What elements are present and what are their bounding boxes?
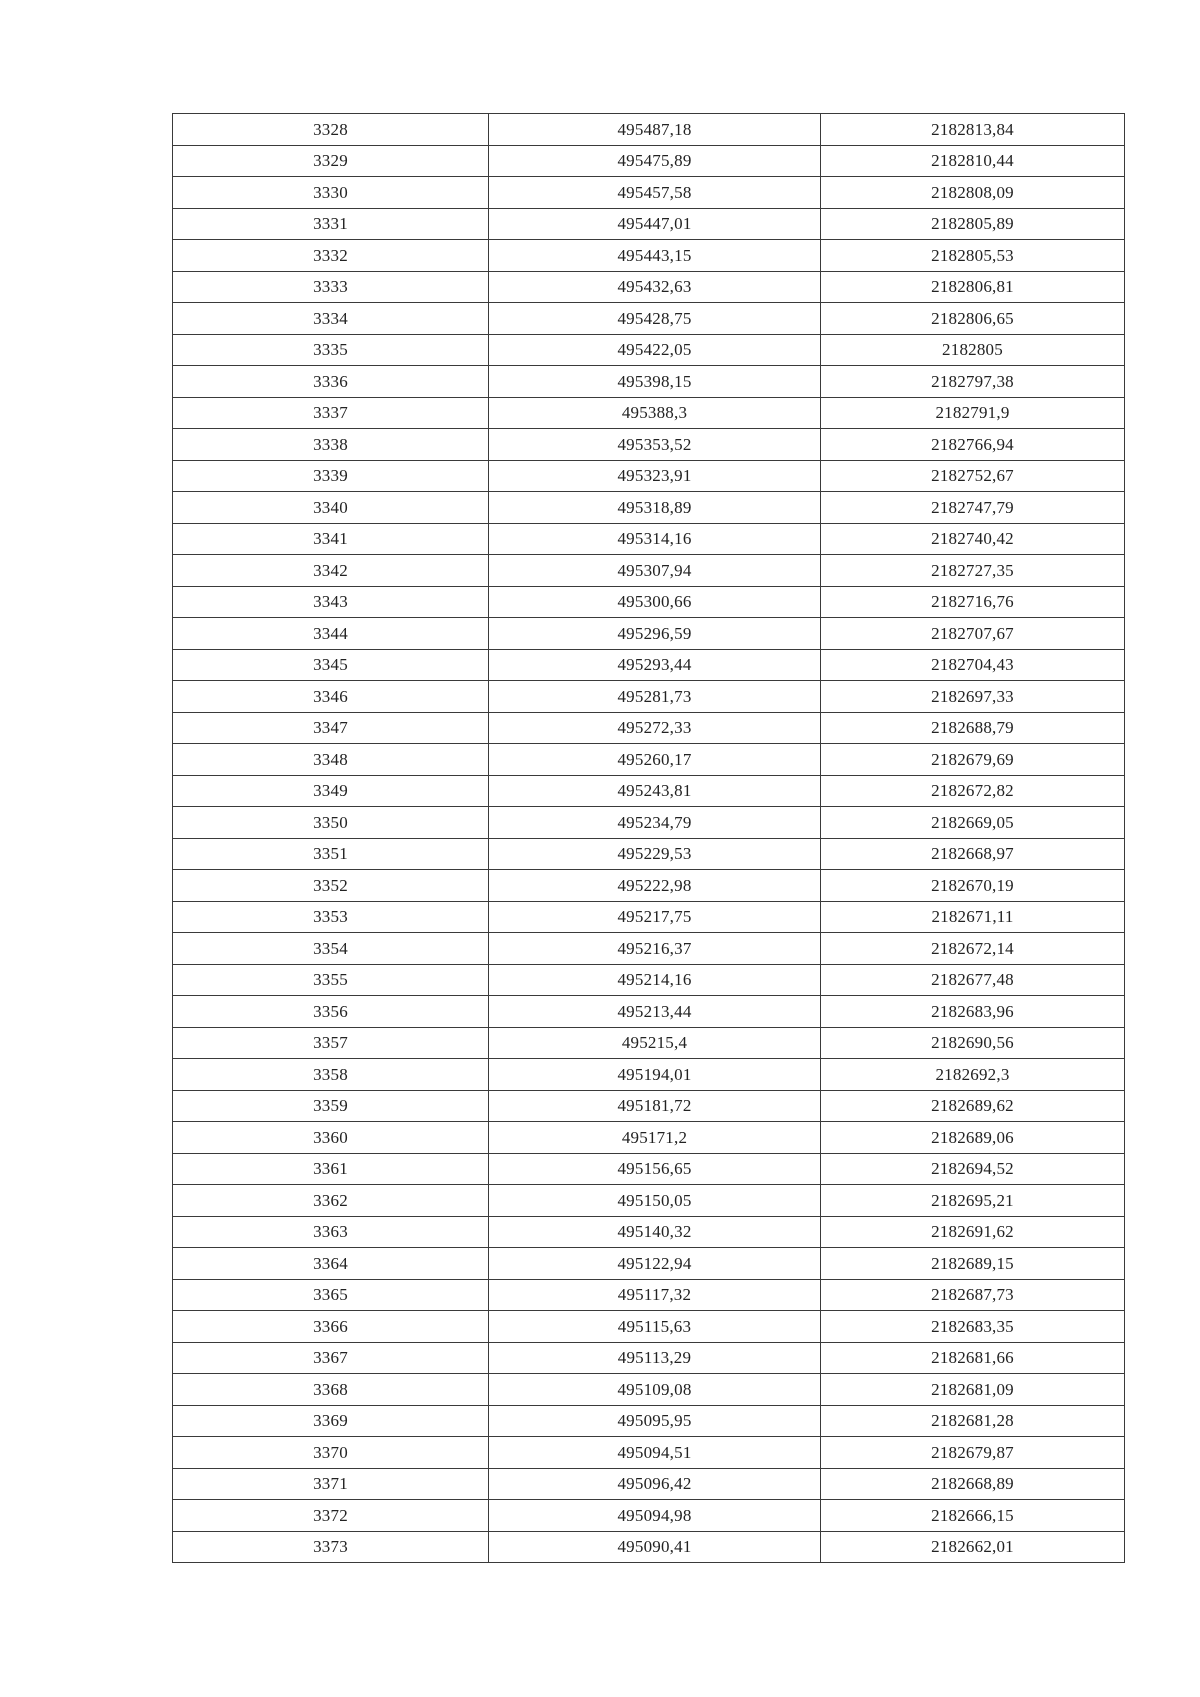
table-row [173, 1027, 1125, 1059]
point-number-cell: 3328 [173, 114, 489, 146]
point-number-cell: 3336 [173, 366, 489, 398]
point-number-cell: 3337 [173, 397, 489, 429]
y-coordinate-cell: 2182679,87 [821, 1437, 1125, 1469]
point-number-cell: 3351 [173, 838, 489, 870]
table-row [173, 145, 1125, 177]
x-coordinate-cell: 495272,33 [489, 712, 821, 744]
table-row [173, 1059, 1125, 1091]
point-number-cell: 3372 [173, 1500, 489, 1532]
point-number-cell: 3366 [173, 1311, 489, 1343]
table-row [173, 1500, 1125, 1532]
point-number-cell: 3331 [173, 208, 489, 240]
table-row [173, 397, 1125, 429]
y-coordinate-cell: 2182671,11 [821, 901, 1125, 933]
x-coordinate-cell: 495090,41 [489, 1531, 821, 1563]
table-row [173, 1468, 1125, 1500]
table-row [173, 964, 1125, 996]
table-row [173, 523, 1125, 555]
x-coordinate-cell: 495447,01 [489, 208, 821, 240]
table-row [173, 1185, 1125, 1217]
point-number-cell: 3350 [173, 807, 489, 839]
table-row [173, 1279, 1125, 1311]
y-coordinate-cell: 2182690,56 [821, 1027, 1125, 1059]
x-coordinate-cell: 495140,32 [489, 1216, 821, 1248]
point-number-cell: 3365 [173, 1279, 489, 1311]
point-number-cell: 3340 [173, 492, 489, 524]
x-coordinate-cell: 495096,42 [489, 1468, 821, 1500]
point-number-cell: 3352 [173, 870, 489, 902]
table-row [173, 838, 1125, 870]
point-number-cell: 3359 [173, 1090, 489, 1122]
coordinate-table-body [173, 114, 1125, 1563]
x-coordinate-cell: 495150,05 [489, 1185, 821, 1217]
x-coordinate-cell: 495487,18 [489, 114, 821, 146]
y-coordinate-cell: 2182727,35 [821, 555, 1125, 587]
y-coordinate-cell: 2182687,73 [821, 1279, 1125, 1311]
y-coordinate-cell: 2182808,09 [821, 177, 1125, 209]
y-coordinate-cell: 2182677,48 [821, 964, 1125, 996]
point-number-cell: 3333 [173, 271, 489, 303]
y-coordinate-cell: 2182691,62 [821, 1216, 1125, 1248]
table-row [173, 649, 1125, 681]
x-coordinate-cell: 495215,4 [489, 1027, 821, 1059]
x-coordinate-cell: 495443,15 [489, 240, 821, 272]
point-number-cell: 3370 [173, 1437, 489, 1469]
point-number-cell: 3367 [173, 1342, 489, 1374]
point-number-cell: 3354 [173, 933, 489, 965]
table-row [173, 555, 1125, 587]
x-coordinate-cell: 495307,94 [489, 555, 821, 587]
x-coordinate-cell: 495318,89 [489, 492, 821, 524]
y-coordinate-cell: 2182672,82 [821, 775, 1125, 807]
table-row [173, 1342, 1125, 1374]
point-number-cell: 3357 [173, 1027, 489, 1059]
point-number-cell: 3344 [173, 618, 489, 650]
table-row [173, 460, 1125, 492]
point-number-cell: 3362 [173, 1185, 489, 1217]
x-coordinate-cell: 495243,81 [489, 775, 821, 807]
table-row [173, 712, 1125, 744]
y-coordinate-cell: 2182791,9 [821, 397, 1125, 429]
x-coordinate-cell: 495113,29 [489, 1342, 821, 1374]
table-row [173, 429, 1125, 461]
table-row [173, 901, 1125, 933]
y-coordinate-cell: 2182805 [821, 334, 1125, 366]
y-coordinate-cell: 2182689,15 [821, 1248, 1125, 1280]
point-number-cell: 3347 [173, 712, 489, 744]
table-row [173, 1153, 1125, 1185]
x-coordinate-cell: 495229,53 [489, 838, 821, 870]
point-number-cell: 3361 [173, 1153, 489, 1185]
table-row [173, 1405, 1125, 1437]
table-row [173, 303, 1125, 335]
table-row [173, 1311, 1125, 1343]
point-number-cell: 3329 [173, 145, 489, 177]
y-coordinate-cell: 2182813,84 [821, 114, 1125, 146]
y-coordinate-cell: 2182668,97 [821, 838, 1125, 870]
x-coordinate-cell: 495094,51 [489, 1437, 821, 1469]
point-number-cell: 3338 [173, 429, 489, 461]
x-coordinate-cell: 495234,79 [489, 807, 821, 839]
x-coordinate-cell: 495109,08 [489, 1374, 821, 1406]
table-row [173, 240, 1125, 272]
point-number-cell: 3349 [173, 775, 489, 807]
y-coordinate-cell: 2182805,53 [821, 240, 1125, 272]
table-row [173, 271, 1125, 303]
x-coordinate-cell: 495432,63 [489, 271, 821, 303]
point-number-cell: 3356 [173, 996, 489, 1028]
x-coordinate-cell: 495217,75 [489, 901, 821, 933]
table-row [173, 114, 1125, 146]
y-coordinate-cell: 2182668,89 [821, 1468, 1125, 1500]
table-row [173, 807, 1125, 839]
point-number-cell: 3348 [173, 744, 489, 776]
x-coordinate-cell: 495281,73 [489, 681, 821, 713]
table-row [173, 586, 1125, 618]
y-coordinate-cell: 2182752,67 [821, 460, 1125, 492]
x-coordinate-cell: 495213,44 [489, 996, 821, 1028]
y-coordinate-cell: 2182689,62 [821, 1090, 1125, 1122]
point-number-cell: 3330 [173, 177, 489, 209]
point-number-cell: 3346 [173, 681, 489, 713]
point-number-cell: 3343 [173, 586, 489, 618]
point-number-cell: 3339 [173, 460, 489, 492]
x-coordinate-cell: 495475,89 [489, 145, 821, 177]
x-coordinate-cell: 495156,65 [489, 1153, 821, 1185]
point-number-cell: 3353 [173, 901, 489, 933]
point-number-cell: 3332 [173, 240, 489, 272]
x-coordinate-cell: 495296,59 [489, 618, 821, 650]
table-row [173, 1090, 1125, 1122]
x-coordinate-cell: 495115,63 [489, 1311, 821, 1343]
point-number-cell: 3341 [173, 523, 489, 555]
y-coordinate-cell: 2182679,69 [821, 744, 1125, 776]
table-row [173, 1437, 1125, 1469]
x-coordinate-cell: 495222,98 [489, 870, 821, 902]
table-row [173, 1374, 1125, 1406]
x-coordinate-cell: 495323,91 [489, 460, 821, 492]
y-coordinate-cell: 2182805,89 [821, 208, 1125, 240]
table-row [173, 870, 1125, 902]
point-number-cell: 3334 [173, 303, 489, 335]
x-coordinate-cell: 495457,58 [489, 177, 821, 209]
x-coordinate-cell: 495398,15 [489, 366, 821, 398]
y-coordinate-cell: 2182683,96 [821, 996, 1125, 1028]
y-coordinate-cell: 2182797,38 [821, 366, 1125, 398]
y-coordinate-cell: 2182688,79 [821, 712, 1125, 744]
point-number-cell: 3364 [173, 1248, 489, 1280]
table-row [173, 366, 1125, 398]
point-number-cell: 3360 [173, 1122, 489, 1154]
x-coordinate-cell: 495214,16 [489, 964, 821, 996]
table-row [173, 744, 1125, 776]
x-coordinate-cell: 495422,05 [489, 334, 821, 366]
y-coordinate-cell: 2182695,21 [821, 1185, 1125, 1217]
x-coordinate-cell: 495353,52 [489, 429, 821, 461]
point-number-cell: 3355 [173, 964, 489, 996]
x-coordinate-cell: 495095,95 [489, 1405, 821, 1437]
x-coordinate-cell: 495388,3 [489, 397, 821, 429]
point-number-cell: 3345 [173, 649, 489, 681]
table-row [173, 775, 1125, 807]
point-number-cell: 3368 [173, 1374, 489, 1406]
y-coordinate-cell: 2182707,67 [821, 618, 1125, 650]
x-coordinate-cell: 495260,17 [489, 744, 821, 776]
y-coordinate-cell: 2182689,06 [821, 1122, 1125, 1154]
table-row [173, 1248, 1125, 1280]
y-coordinate-cell: 2182740,42 [821, 523, 1125, 555]
point-number-cell: 3371 [173, 1468, 489, 1500]
table-row [173, 208, 1125, 240]
y-coordinate-cell: 2182662,01 [821, 1531, 1125, 1563]
table-row [173, 177, 1125, 209]
y-coordinate-cell: 2182806,65 [821, 303, 1125, 335]
x-coordinate-cell: 495300,66 [489, 586, 821, 618]
x-coordinate-cell: 495117,32 [489, 1279, 821, 1311]
y-coordinate-cell: 2182681,09 [821, 1374, 1125, 1406]
table-row [173, 492, 1125, 524]
x-coordinate-cell: 495428,75 [489, 303, 821, 335]
table-row [173, 933, 1125, 965]
y-coordinate-cell: 2182672,14 [821, 933, 1125, 965]
point-number-cell: 3335 [173, 334, 489, 366]
table-row [173, 681, 1125, 713]
x-coordinate-cell: 495171,2 [489, 1122, 821, 1154]
x-coordinate-cell: 495194,01 [489, 1059, 821, 1091]
y-coordinate-cell: 2182806,81 [821, 271, 1125, 303]
y-coordinate-cell: 2182697,33 [821, 681, 1125, 713]
y-coordinate-cell: 2182716,76 [821, 586, 1125, 618]
y-coordinate-cell: 2182683,35 [821, 1311, 1125, 1343]
point-number-cell: 3342 [173, 555, 489, 587]
x-coordinate-cell: 495293,44 [489, 649, 821, 681]
x-coordinate-cell: 495314,16 [489, 523, 821, 555]
point-number-cell: 3369 [173, 1405, 489, 1437]
y-coordinate-cell: 2182666,15 [821, 1500, 1125, 1532]
y-coordinate-cell: 2182669,05 [821, 807, 1125, 839]
table-row [173, 1531, 1125, 1563]
y-coordinate-cell: 2182810,44 [821, 145, 1125, 177]
table-row [173, 1216, 1125, 1248]
table-row [173, 996, 1125, 1028]
y-coordinate-cell: 2182681,28 [821, 1405, 1125, 1437]
point-number-cell: 3363 [173, 1216, 489, 1248]
y-coordinate-cell: 2182681,66 [821, 1342, 1125, 1374]
x-coordinate-cell: 495181,72 [489, 1090, 821, 1122]
y-coordinate-cell: 2182704,43 [821, 649, 1125, 681]
x-coordinate-cell: 495216,37 [489, 933, 821, 965]
table-row [173, 1122, 1125, 1154]
y-coordinate-cell: 2182694,52 [821, 1153, 1125, 1185]
y-coordinate-cell: 2182747,79 [821, 492, 1125, 524]
x-coordinate-cell: 495122,94 [489, 1248, 821, 1280]
y-coordinate-cell: 2182692,3 [821, 1059, 1125, 1091]
point-number-cell: 3373 [173, 1531, 489, 1563]
table-row [173, 334, 1125, 366]
table-row [173, 618, 1125, 650]
y-coordinate-cell: 2182670,19 [821, 870, 1125, 902]
coordinate-table [172, 113, 1125, 1563]
x-coordinate-cell: 495094,98 [489, 1500, 821, 1532]
y-coordinate-cell: 2182766,94 [821, 429, 1125, 461]
point-number-cell: 3358 [173, 1059, 489, 1091]
